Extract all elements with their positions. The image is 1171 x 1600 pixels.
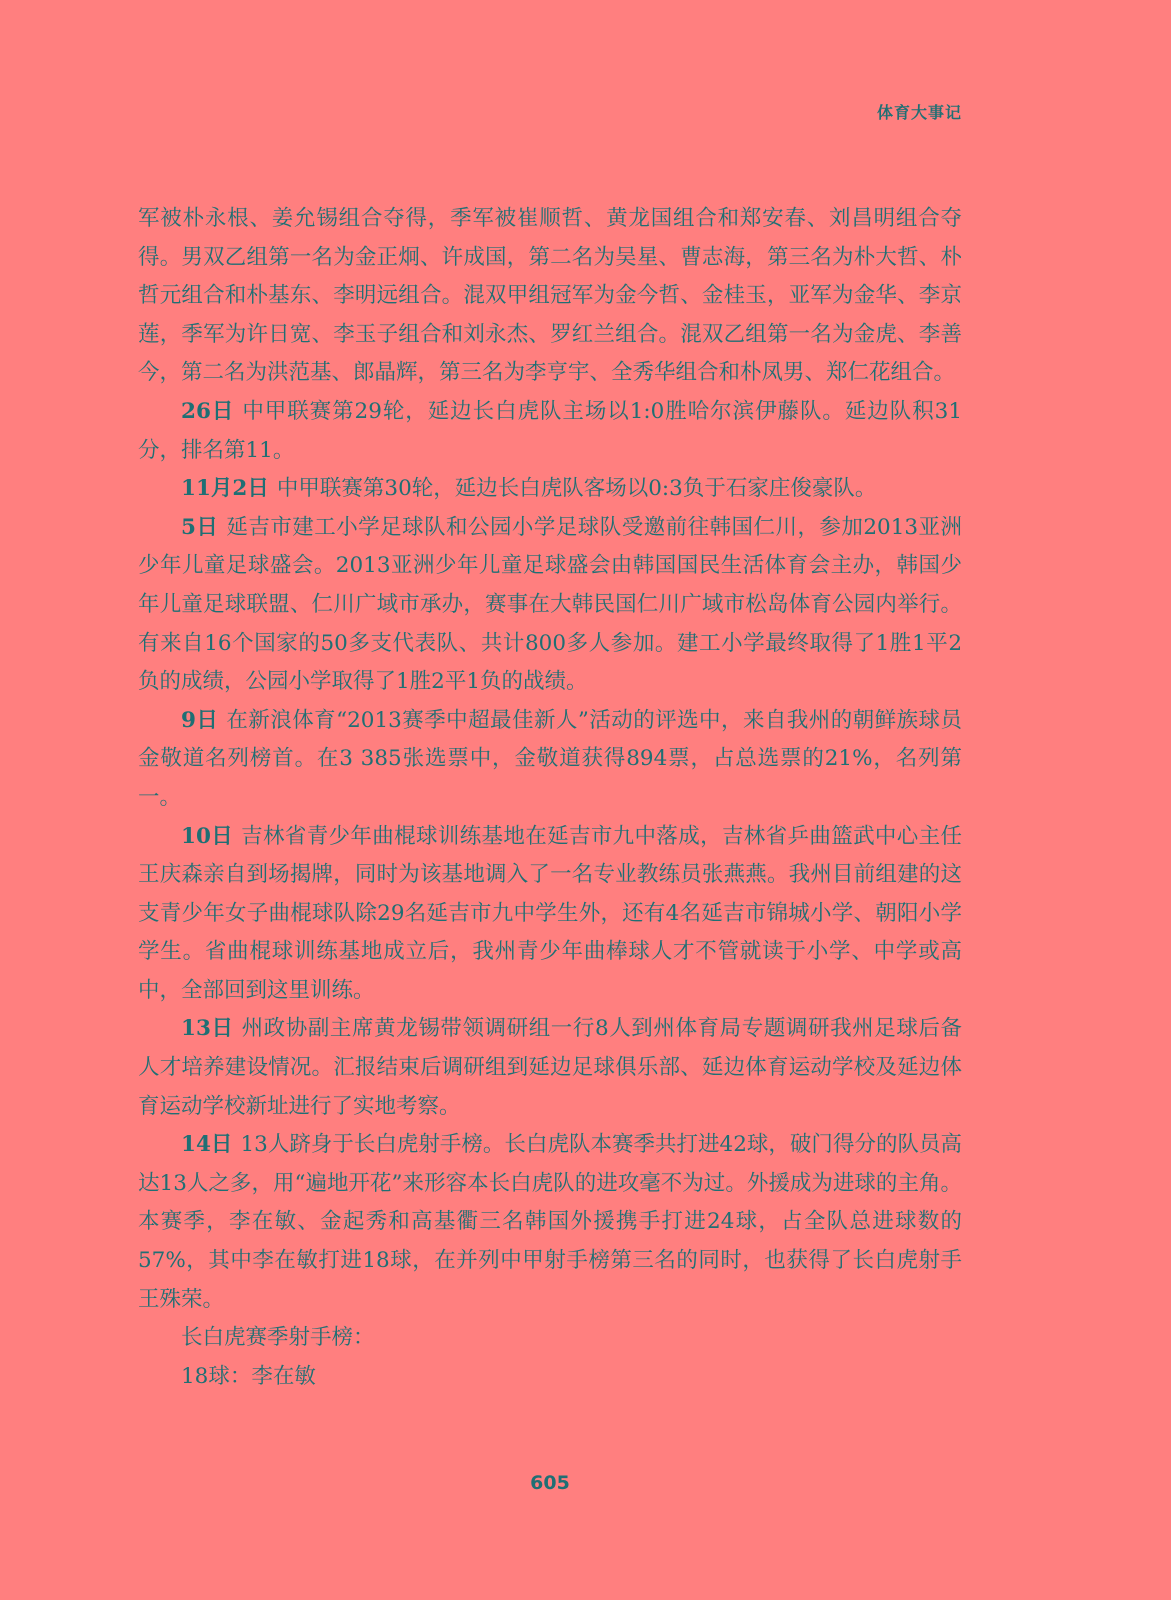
entry-text: 13人跻身于长白虎射手榜。长白虎队本赛季共打进42球，破门得分的队员高达13人之多，用“遍地开花”来形容本长白虎队的进攻毫不为过。外援成为进球的主角。本赛季，李在敏、金起秀和高基衢三名韩国外援携手打进24球，占全队总进球数的57%，其中李在敏打进18球，在并列中甲射手榜第三名的同时，也获得了长白虎射手王殊荣。: [138, 1132, 962, 1312]
entry-text: 延吉市建工小学足球队和公园小学足球队受邀前往韩国仁川，参加2013亚洲少年儿童足球盛会。2013亚洲少年儿童足球盛会由韩国国民生活体育会主办，韩国少年儿童足球联盟、仁川广域市承办，赛事在大韩民国仁川广域市松岛体育公园内举行。有来自16个国家的50多支代表队、共计800多人参加。建工小学最终取得了1胜1平2负的成绩，公园小学取得了1胜2平1负的战绩。: [138, 514, 962, 695]
entry-paragraph: [138, 702, 962, 818]
entry-date: 5日: [181, 514, 219, 540]
page-number: 605: [530, 1472, 570, 1494]
entry-date: 11月2日: [181, 476, 269, 502]
scorer-list-heading: 长白虎赛季射手榜：: [181, 1325, 375, 1351]
entry-text: 州政协副主席黄龙锡带领调研组一行8人到州体育局专题调研我州足球后备人才培养建设情况。汇报结束后调研组到延边足球俱乐部、延边体育运动学校及延边体育运动学校新址进行了实地考察。: [138, 1016, 962, 1119]
entry-text: 中甲联赛第30轮，延边长白虎队客场以0:3负于石家庄俊豪队。: [276, 476, 877, 502]
paragraph-continuation: 军被朴永根、姜允锡组合夺得，季军被崔顺哲、黄龙国组合和郑安春、刘昌明组合夺得。男双乙组第一名为金正炯、许成国，第二名为吴星、曹志海，第三名为朴大哲、朴哲元组合和朴基东、李明远组合。混双甲组冠军为金今哲、金桂玉，亚军为金华、李京莲，季军为许日宽、李玉子组合和刘永杰、罗红兰组合。混双乙组第一名为金虎、李善今，第二名为洪范基、郎晶辉，第三名为李亨宇、全秀华组合和朴凤男、郑仁花组合。: [138, 206, 962, 386]
entry-text: 中甲联赛第29轮，延边长白虎队主场以1:0胜哈尔滨伊藤队。延边队积31分，排名第11。: [138, 398, 962, 463]
entry-paragraph: [138, 1126, 962, 1319]
entry-date: 14日: [181, 1132, 233, 1158]
entry-paragraph: [138, 509, 962, 702]
entry-paragraph: [138, 470, 962, 509]
entry-date: 13日: [181, 1016, 234, 1042]
entry-text: 吉林省青少年曲棍球训练基地在延吉市九中落成，吉林省乒曲篮武中心主任王庆森亲自到场揭牌，同时为该基地调入了一名专业教练员张燕燕。我州目前组建的这支青少年女子曲棍球队除29名延吉市九中学生外，还有4名延吉市锦城小学、朝阳小学学生。省曲棍球训练基地成立后，我州青少年曲棒球人才不管就读于小学、中学或高中，全部回到这里训练。: [138, 823, 962, 1003]
entry-paragraph: [138, 1010, 962, 1126]
entry-paragraph: [138, 818, 962, 1011]
entry-date: 9日: [181, 707, 219, 733]
running-head: 体育大事记: [876, 103, 962, 122]
entry-paragraph: [138, 393, 962, 470]
body-text: [138, 200, 962, 1396]
entry-text: 在新浪体育“2013赛季中超最佳新人”活动的评选中，来自我州的朝鲜族球员金敬道名列榜首。在3 385张选票中，金敬道获得894票，占总选票的21%，名列第一。: [138, 707, 962, 810]
scorer-list-item: 18球：李在敏: [181, 1363, 316, 1389]
entry-date: 26日: [181, 398, 235, 424]
entry-date: 10日: [181, 823, 234, 849]
